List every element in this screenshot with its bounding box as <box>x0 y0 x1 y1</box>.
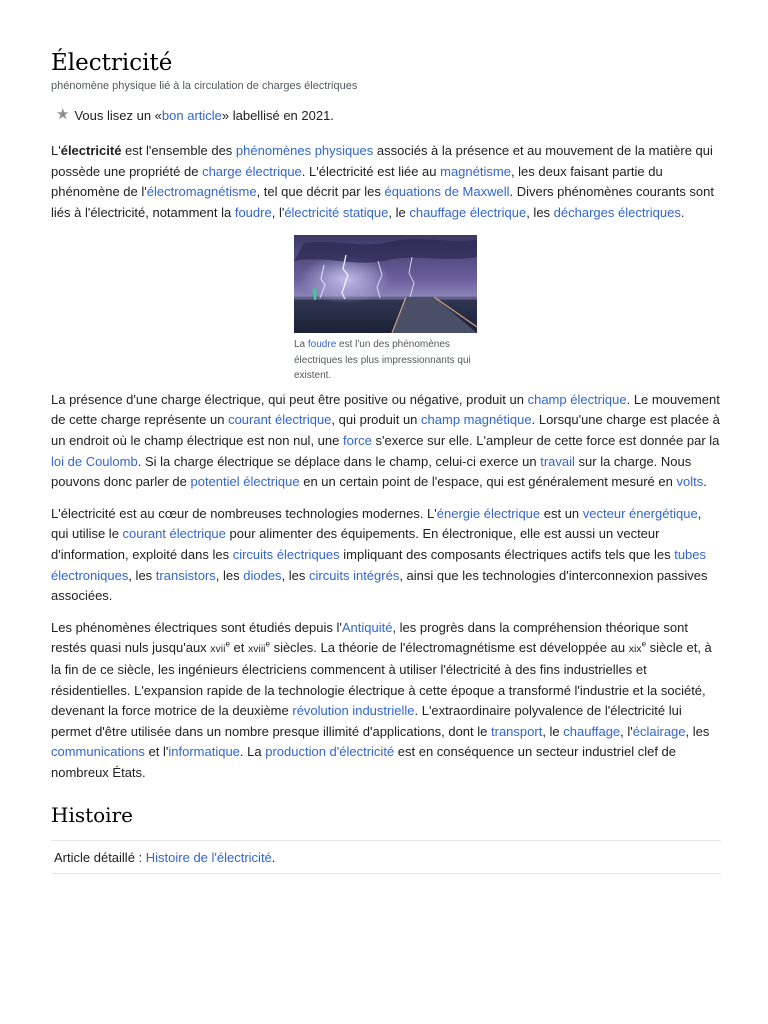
figure-caption <box>294 337 477 384</box>
link-transistors[interactable]: transistors <box>155 567 216 583</box>
text: est en conséquence un secteur industriel clef de nombreux États. <box>51 744 677 780</box>
text: pour alimenter des équipements. En électronique, elle est aussi un vecteur d'information, exploité dans les <box>51 526 660 563</box>
text: , les <box>128 567 156 583</box>
text: L' <box>51 143 61 158</box>
text: , les <box>281 567 310 583</box>
page-subtitle: phénomène physique lié à la circulation de charges électriques <box>51 80 358 92</box>
century-xix: xix <box>628 643 642 656</box>
text: , les deux faisant partie du phénomène de l' <box>51 163 663 200</box>
link-charge-electrique[interactable]: charge électrique <box>202 163 302 179</box>
text: , qui utilise le <box>51 505 702 542</box>
link-eclairage[interactable]: éclairage <box>632 723 686 739</box>
link-vecteur-energetique[interactable]: vecteur énergétique <box>582 505 698 521</box>
text: , l' <box>271 204 285 220</box>
text: en un certain point de l'espace, qui est généralement mesuré en <box>299 474 677 490</box>
text: , les <box>685 723 710 739</box>
link-revolution-industrielle[interactable]: révolution industrielle <box>292 703 415 719</box>
link-loi-coulomb[interactable]: loi de Coulomb <box>51 453 138 469</box>
badge-text-after: » labellisé en 2021. <box>221 108 334 123</box>
article-content <box>51 48 721 874</box>
century-xvii: xvii <box>210 643 226 656</box>
link-antiquite[interactable]: Antiquité <box>341 619 393 635</box>
text: . Si la charge électrique se déplace dans le champ, celui-ci exerce un <box>137 453 541 469</box>
text: , le <box>542 723 564 739</box>
text: , l' <box>620 723 633 739</box>
hatnote-after: . <box>271 849 276 865</box>
link-phenomenes-physiques[interactable]: phénomènes physiques <box>235 143 374 158</box>
link-potentiel-electrique[interactable]: potentiel électrique <box>190 474 300 490</box>
link-diodes[interactable]: diodes <box>243 567 282 583</box>
paragraph-technologies <box>51 504 721 607</box>
link-informatique[interactable]: informatique <box>168 744 240 760</box>
text: , les progrès dans la compréhension théorique sont restés quasi nuls jusqu'aux <box>51 619 689 656</box>
star-icon: ★ <box>56 106 70 123</box>
link-champ-magnetique[interactable]: champ magnétique <box>421 412 532 428</box>
paragraph-charge <box>51 390 721 493</box>
link-circuits-electriques[interactable]: circuits électriques <box>232 547 340 563</box>
text: impliquant des composants électriques actifs tels que les <box>339 547 675 563</box>
ordinal-sup: e <box>641 640 647 650</box>
caption-link-foudre[interactable]: foudre <box>307 339 337 351</box>
text: , ainsi que les technologies d'interconnexion passives associées. <box>51 567 708 604</box>
text: . Le mouvement de cette charge représente un <box>51 391 720 428</box>
text: est l'ensemble des <box>121 143 236 158</box>
link-magnetisme[interactable]: magnétisme <box>440 163 511 179</box>
text: , le <box>388 204 410 220</box>
text: . Divers phénomènes courants sont liés à l'électricité, notamment la <box>51 184 714 220</box>
term-bold: électricité <box>60 143 122 158</box>
text: . <box>680 204 685 220</box>
ordinal-sup: e <box>265 640 270 650</box>
text: s'exerce sur elle. L'ampleur de cette force est donnée par la <box>371 433 720 449</box>
link-chauffage[interactable]: chauffage <box>563 723 621 739</box>
text: et <box>229 640 248 656</box>
good-article-link[interactable]: bon article <box>161 108 222 123</box>
text: siècle et, à la fin de ce siècle, les ingénieurs électriciens commencent à utiliser l'électricité à des fins industrielles et résidentielles. L'expansion rapide de la technologie électrique à cette époque a transformé l'industrie et la société, devenant la force motrice de la deuxième <box>51 640 712 719</box>
intro-paragraph <box>51 141 721 223</box>
good-article-badge <box>51 107 721 125</box>
page-title: Électricité <box>51 50 173 76</box>
paragraph-history <box>51 618 721 784</box>
text: est un <box>540 505 583 521</box>
link-decharges-electriques[interactable]: décharges électriques <box>553 204 681 220</box>
link-courant-electrique-2[interactable]: courant électrique <box>122 526 226 542</box>
century-xviii: xviii <box>248 643 266 656</box>
hatnote-label: Article détaillé : <box>54 849 146 865</box>
hatnote <box>51 840 721 874</box>
link-production-electricite[interactable]: production d'électricité <box>265 744 395 760</box>
link-force[interactable]: force <box>342 433 372 449</box>
link-electricite-statique[interactable]: électricité statique <box>284 204 389 220</box>
link-electromagnetisme[interactable]: électromagnétisme <box>146 184 257 200</box>
text: , qui produit un <box>331 412 422 428</box>
text: La <box>294 339 308 351</box>
text: . La <box>239 744 266 760</box>
text: . <box>703 474 707 490</box>
link-courant-electrique[interactable]: courant électrique <box>228 412 332 428</box>
link-energie-electrique[interactable]: énergie électrique <box>436 505 541 521</box>
text: sur la charge. Nous pouvons donc parler de <box>51 453 692 490</box>
section-heading-histoire: Histoire <box>51 802 133 827</box>
link-equations-maxwell[interactable]: équations de Maxwell <box>384 184 510 200</box>
text: Les phénomènes électriques sont étudiés depuis l' <box>51 619 342 635</box>
lightning-image[interactable] <box>294 235 477 333</box>
ordinal-sup: e <box>225 640 230 650</box>
link-circuits-integres[interactable]: circuits intégrés <box>309 567 400 583</box>
text: . Lorsqu'une charge est placée à un endroit où le champ électrique est non nul, une <box>51 412 720 449</box>
link-histoire-electricite[interactable]: Histoire de l'électricité <box>145 849 272 865</box>
text: , les <box>526 204 554 220</box>
text: L'électricité est au cœur de nombreuses technologies modernes. L' <box>51 505 437 521</box>
badge-text-before: Vous lisez un « <box>74 108 162 123</box>
link-volts[interactable]: volts <box>676 474 704 490</box>
text: et l' <box>144 744 169 760</box>
link-tubes-electroniques[interactable]: tubes électroniques <box>51 547 707 583</box>
text: associés à la présence et au mouvement de la matière qui possède une propriété de <box>51 143 713 179</box>
text: , tel que décrit par les <box>256 184 385 200</box>
text: siècles. La théorie de l'électromagnétisme est développée au <box>269 640 629 656</box>
link-communications[interactable]: communications <box>51 744 145 760</box>
text: . L'extraordinaire polyvalence de l'électricité lui permet d'être utilisée dans un nombre presque illimité d'applications, dont le <box>51 703 682 739</box>
text: La présence d'une charge électrique, qui peut être positive ou négative, produit un <box>51 391 528 407</box>
link-chauffage-electrique[interactable]: chauffage électrique <box>409 204 527 220</box>
text: est l'un des phénomènes électriques les plus impressionnants qui existent. <box>294 339 471 382</box>
text: , les <box>215 567 244 583</box>
text: . L'électricité est liée au <box>301 163 441 179</box>
link-transport[interactable]: transport <box>491 723 543 739</box>
figure <box>294 235 477 384</box>
link-foudre[interactable]: foudre <box>234 204 272 220</box>
link-travail[interactable]: travail <box>540 453 575 469</box>
link-champ-electrique[interactable]: champ électrique <box>527 391 627 407</box>
